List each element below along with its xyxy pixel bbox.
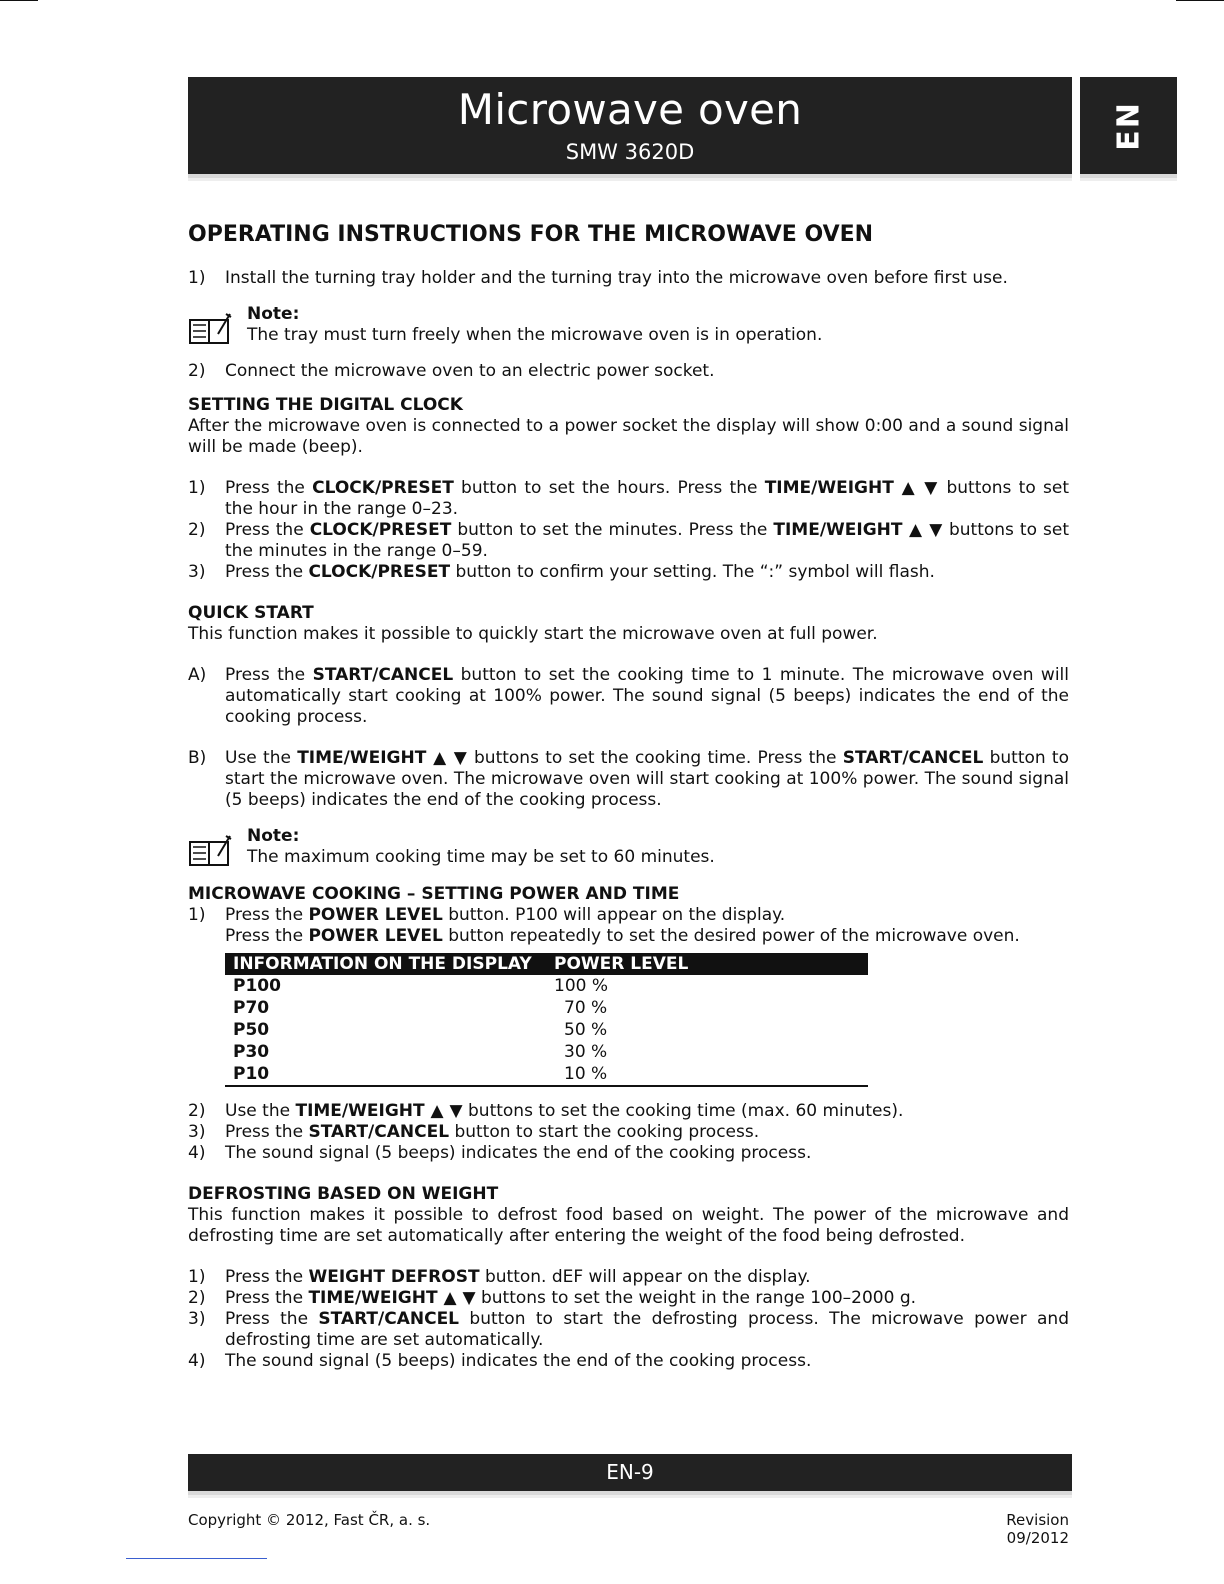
section-heading-quick-start: QUICK START <box>188 603 314 623</box>
power-value: 70 % <box>564 997 608 1018</box>
language-label: EN <box>1111 100 1146 151</box>
display-code: P50 <box>233 1019 270 1040</box>
item-text: Use the TIME/WEIGHT ▲ ▼ buttons to set the cooking time. Press the START/CANCEL button to start the microwave oven. The microwave oven will start cooking at 100% power. The sound signal (5 beeps) indicates the end of the cooking process. <box>225 748 1069 810</box>
item-number: 1) <box>188 1267 206 1287</box>
item-text: The sound signal (5 beeps) indicates the end of the cooking process. <box>225 1351 812 1371</box>
note-title: Note: <box>247 826 300 846</box>
table-row <box>225 1063 868 1086</box>
section-heading-cooking: MICROWAVE COOKING – SETTING POWER AND TIME <box>188 884 680 904</box>
list-item <box>188 562 1069 583</box>
power-value: 30 % <box>564 1041 608 1062</box>
document-title: Microwave oven <box>457 85 803 134</box>
list-item <box>188 1309 1069 1351</box>
item-number: 4) <box>188 1351 206 1371</box>
item-text: Press the START/CANCEL button to start the cooking process. <box>225 1122 760 1142</box>
section-heading-clock: SETTING THE DIGITAL CLOCK <box>188 395 463 415</box>
item-text: Press the TIME/WEIGHT ▲ ▼ buttons to set the weight in the range 100–2000 g. <box>225 1288 917 1308</box>
item-number: 4) <box>188 1143 206 1163</box>
defrost-intro: This function makes it possible to defrost food based on weight. The power of the microwave and defrosting time are set automatically after entering the weight of the food being defrosted. <box>188 1205 1069 1246</box>
table-row <box>225 975 868 997</box>
page-number-bar <box>188 1454 1072 1491</box>
list-item <box>188 1143 1069 1164</box>
item-number: 1) <box>188 268 206 288</box>
table-row <box>225 1019 868 1041</box>
note-box <box>188 826 1069 868</box>
copyright-text: Copyright © 2012, Fast ČR, a. s. <box>188 1511 431 1529</box>
item-number: 1) <box>188 905 206 925</box>
item-text: Install the turning tray holder and the turning tray into the microwave oven before first use. <box>225 268 1008 288</box>
page-heading: OPERATING INSTRUCTIONS FOR THE MICROWAVE OVEN <box>188 222 874 247</box>
section-heading-defrost: DEFROSTING BASED ON WEIGHT <box>188 1184 499 1204</box>
header-banner <box>188 77 1072 174</box>
revision-text: Revision 09/2012 <box>1006 1511 1069 1547</box>
page-number: EN-9 <box>606 1460 654 1484</box>
item-text: Press the POWER LEVEL button. P100 will appear on the display. Press the POWER LEVEL button repeatedly to set the desired power of the microwave oven. <box>225 905 1020 946</box>
list-item <box>188 905 1069 947</box>
note-text: The tray must turn freely when the microwave oven is in operation. <box>247 325 823 345</box>
crop-mark-right <box>1176 0 1224 1</box>
power-value: 10 % <box>564 1063 608 1084</box>
list-item <box>188 1267 1069 1288</box>
column-header-power: POWER LEVEL <box>546 953 868 975</box>
item-text: Press the START/CANCEL button to start the defrosting process. The microwave power and defrosting time are set automatically. <box>225 1309 1069 1350</box>
list-item <box>188 665 1069 728</box>
list-item <box>188 520 1069 562</box>
list-item <box>188 748 1069 811</box>
item-number: B) <box>188 748 207 768</box>
table-row <box>225 1041 868 1063</box>
item-number: 3) <box>188 1309 206 1329</box>
list-item <box>188 1351 1069 1372</box>
model-number: SMW 3620D <box>565 140 695 164</box>
display-code: P10 <box>233 1063 270 1084</box>
crop-mark-left <box>0 0 38 1</box>
item-number: 2) <box>188 1288 206 1308</box>
note-book-icon <box>188 834 232 868</box>
table-header-row <box>225 953 868 975</box>
language-tab <box>1080 77 1177 174</box>
list-item <box>188 478 1069 520</box>
list-item <box>188 268 1069 289</box>
note-book-icon <box>188 312 232 346</box>
power-value: 100 % <box>554 975 609 996</box>
item-text: Press the WEIGHT DEFROST button. dEF will appear on the display. <box>225 1267 811 1287</box>
item-text: Press the CLOCK/PRESET button to set the minutes. Press the TIME/WEIGHT ▲ ▼ buttons to set the minutes in the range 0–59. <box>225 520 1069 561</box>
power-value: 50 % <box>564 1019 608 1040</box>
display-code: P70 <box>233 997 270 1018</box>
list-item <box>188 1288 1069 1309</box>
list-item <box>188 361 1069 382</box>
item-text: Press the CLOCK/PRESET button to confirm your setting. The “:” symbol will flash. <box>225 562 935 582</box>
note-text: The maximum cooking time may be set to 60 minutes. <box>247 847 715 867</box>
column-header-display: INFORMATION ON THE DISPLAY <box>225 953 546 975</box>
item-text: The sound signal (5 beeps) indicates the end of the cooking process. <box>225 1143 812 1163</box>
power-level-table <box>225 953 868 1087</box>
item-number: 2) <box>188 1101 206 1121</box>
display-code: P30 <box>233 1041 270 1062</box>
item-number: 3) <box>188 1122 206 1142</box>
item-number: 2) <box>188 361 206 381</box>
quick-intro: This function makes it possible to quickly start the microwave oven at full power. <box>188 624 878 644</box>
main-content <box>188 220 1069 1372</box>
item-text: Press the START/CANCEL button to set the cooking time to 1 minute. The microwave oven will automatically start cooking at 100% power. The sound signal (5 beeps) indicates the end of the cooking process. <box>225 665 1070 727</box>
display-code: P100 <box>233 975 281 996</box>
list-item <box>188 1101 1069 1122</box>
clock-intro: After the microwave oven is connected to a power socket the display will show 0:00 and a sound signal will be made (beep). <box>188 416 1069 457</box>
item-text: Press the CLOCK/PRESET button to set the hours. Press the TIME/WEIGHT ▲ ▼ buttons to set the hour in the range 0–23. <box>225 478 1069 519</box>
item-text: Connect the microwave oven to an electric power socket. <box>225 361 715 381</box>
item-number: 2) <box>188 520 206 540</box>
link-underline <box>126 1558 267 1559</box>
item-number: 3) <box>188 562 206 582</box>
note-title: Note: <box>247 304 300 324</box>
list-item <box>188 1122 1069 1143</box>
item-number: A) <box>188 665 207 685</box>
item-number: 1) <box>188 478 206 498</box>
item-text: Use the TIME/WEIGHT ▲ ▼ buttons to set the cooking time (max. 60 minutes). <box>225 1101 904 1121</box>
table-row <box>225 997 868 1019</box>
note-box <box>188 304 1069 346</box>
